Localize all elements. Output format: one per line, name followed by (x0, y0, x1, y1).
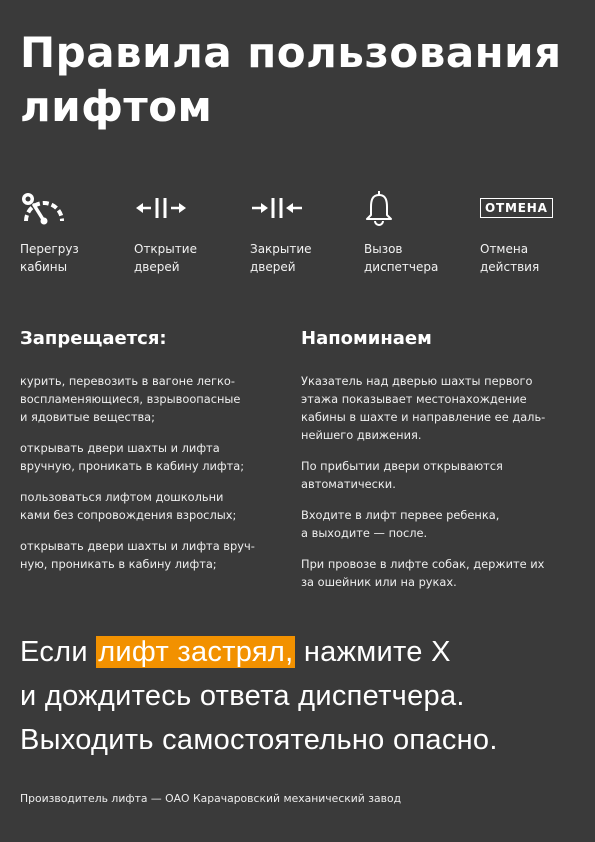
forbidden-item: открывать двери шахты и лифта вручную, проникать в кабину лифта; (20, 441, 245, 473)
reminder-section (301, 326, 581, 604)
emergency-prefix: Если (20, 636, 97, 668)
legend-cancel (480, 188, 590, 276)
forbidden-item: открывать двери шахты и лифта вруч- ную, проникать в кабину лифта; (20, 539, 255, 571)
legend-doors-open (134, 188, 244, 276)
forbidden-item: курить, перевозить в вагоне легко- воспламеняющиеся, взрывоопасные и ядовитые вещества; (20, 374, 241, 424)
page-title: Правила пользования лифтом (20, 28, 562, 131)
cancel-badge-icon (480, 188, 590, 228)
reminder-heading: Напоминаем (301, 328, 432, 349)
reminder-item: Указатель над дверью шахты первого этажа показывает местонахождение кабины в шахте и направление ее даль- нейшего движения. (301, 374, 546, 442)
cancel-badge-text: ОТМЕНА (480, 198, 553, 218)
legend-label-doors-close: Закрытие дверей (250, 242, 312, 274)
emergency-line-2: и дождитесь ответа диспетчера. (20, 680, 465, 712)
bell-icon (364, 188, 474, 228)
legend-call-dispatcher (364, 188, 474, 276)
emergency-notice (20, 630, 580, 762)
reminder-item: По прибытии двери открываются автоматически. (301, 459, 503, 491)
manufacturer-footer: Производитель лифта — ОАО Карачаровский механический завод (20, 792, 402, 805)
reminder-item: Входите в лифт первее ребенка, а выходите — после. (301, 508, 500, 540)
emergency-line-1 (20, 630, 580, 674)
doors-opening-icon (134, 188, 244, 228)
legend-doors-close (250, 188, 360, 276)
reminder-item: При провозе в лифте собак, держите их за ошейник или на руках. (301, 557, 545, 589)
emergency-suffix: нажмите Х (295, 636, 451, 668)
forbidden-heading: Запрещается: (20, 328, 167, 349)
overload-gauge-icon (20, 188, 130, 228)
legend-label-doors-open: Открытие дверей (134, 242, 197, 274)
forbidden-item: пользоваться лифтом дошкольни ками без сопровождения взрослых; (20, 490, 237, 522)
legend-label-overload: Перегруз кабины (20, 242, 79, 274)
emergency-highlight: лифт застрял, (98, 636, 294, 668)
controls-legend (20, 188, 580, 280)
forbidden-section (20, 326, 275, 586)
legend-label-call-dispatcher: Вызов диспетчера (364, 242, 439, 274)
legend-overload (20, 188, 130, 276)
emergency-line-3: Выходить самостоятельно опасно. (20, 724, 498, 756)
doors-closing-icon (250, 188, 360, 228)
legend-label-cancel: Отмена действия (480, 242, 540, 274)
